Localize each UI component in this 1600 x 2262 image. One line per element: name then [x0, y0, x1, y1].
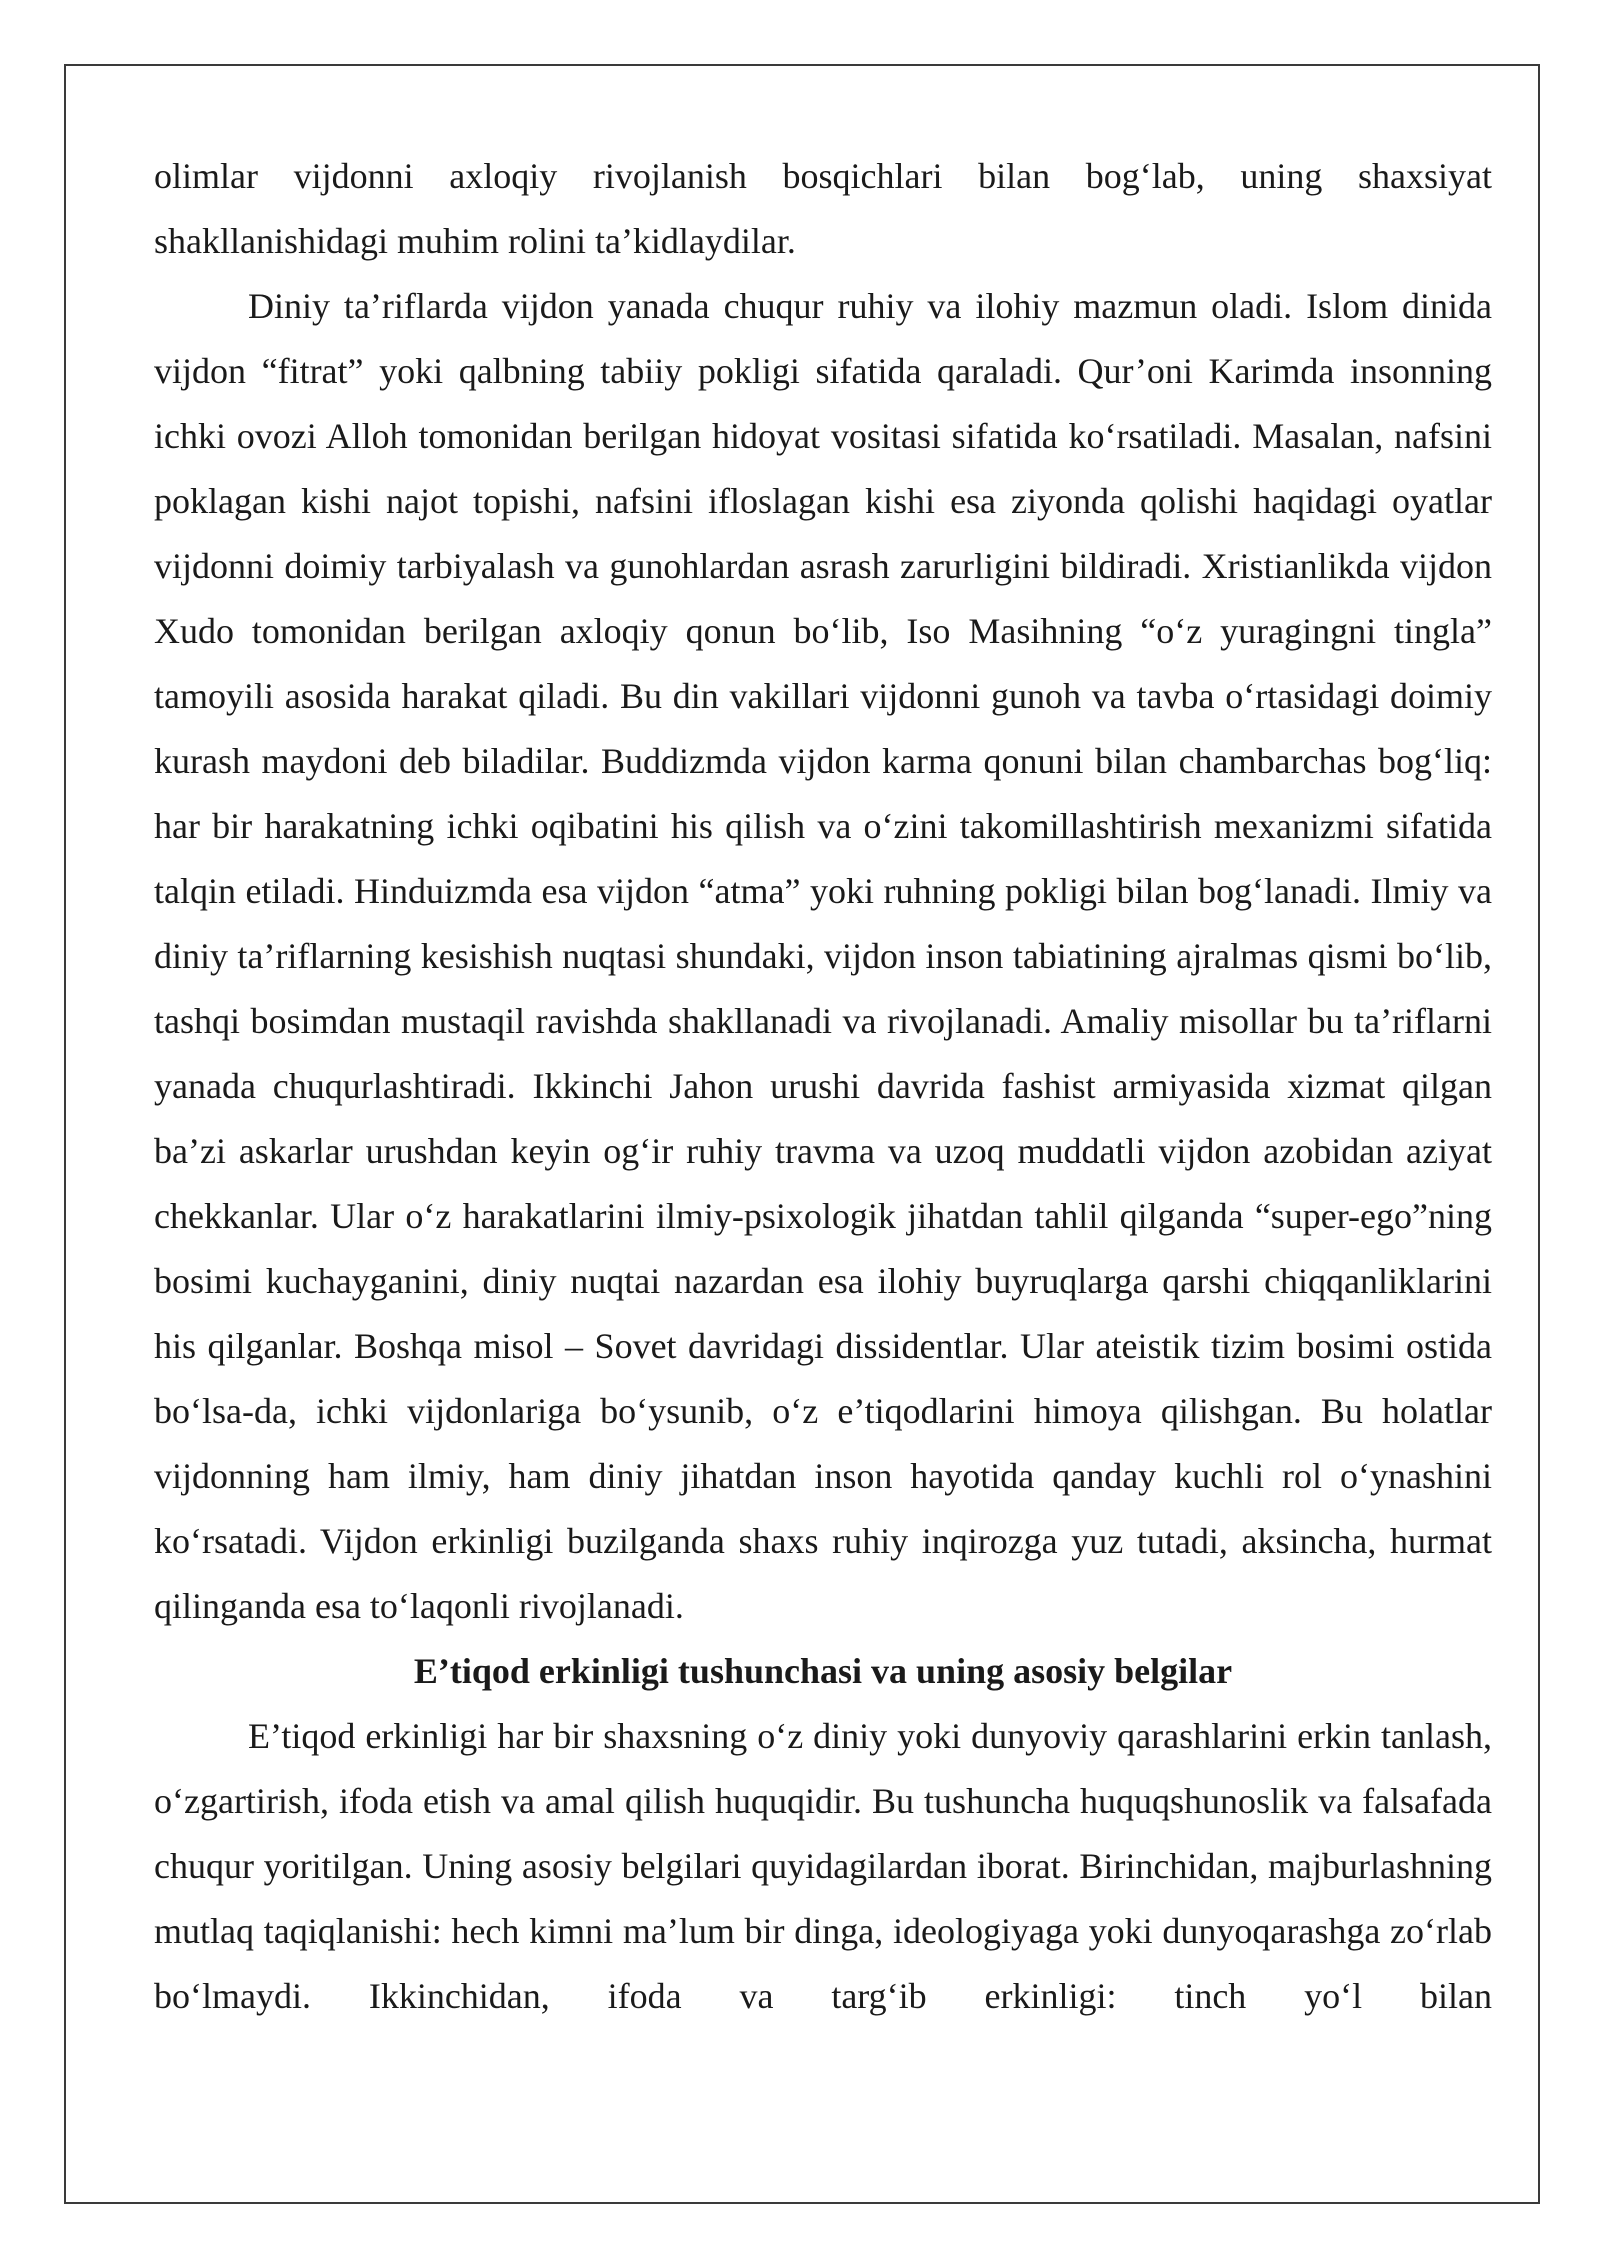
paragraph-religious-definitions: Diniy ta’riflarda vijdon yanada chuqur ruhiy va ilohiy mazmun oladi. Islom dinida vijdon “fitrat” yoki qalbning tabiiy pokligi sifatida qaraladi. Qur’oni Karimda insonning ichki ovozi Alloh tomonidan berilgan hidoyat vositasi sifatida ko‘rsatiladi. Masalan, nafsini poklagan kishi najot topishi, nafsini ifloslagan kishi esa ziyonda qolishi haqidagi oyatlar vijdonni doimiy tarbiyalash va gunohlardan asrash zarurligini bildiradi. Xristianlikda vijdon Xudo tomonidan berilgan axloqiy qonun bo‘lib, Iso Masihning “o‘z yuragingni tingla” tamoyili asosida harakat qiladi. Bu din vakillari vijdonni gunoh va tavba o‘rtasidagi doimiy kurash maydoni deb biladilar. Buddizmda vijdon karma qonuni bilan chambarchas bog‘liq: har bir harakatning ichki oqibatini his qilish va o‘zini takomillashtirish mexanizmi sifatida talqin etiladi. Hinduizmda esa vijdon “atma” yoki ruhning pokligi bilan bog‘lanadi. Ilmiy va diniy ta’riflarning kesishish nuqtasi shundaki, vijdon inson tabiatining ajralmas qismi bo‘lib, tashqi bosimdan mustaqil ravishda shakllanadi va rivojlanadi. Amaliy misollar bu ta’riflarni yanada chuqurlashtiradi. Ikkinchi Jahon urushi davrida fashist armiyasida xizmat qilgan ba’zi askarlar urushdan keyin og‘ir ruhiy travma va uzoq muddatli vijdon azobidan aziyat chekkanlar. Ular o‘z harakatlarini ilmiy-psixologik jihatdan tahlil qilganda “super-ego”ning bosimi kuchayganini, diniy nuqtai nazardan esa ilohiy buyruqlarga qarshi chiqqanliklarini his qilganlar. Boshqa misol – Sovet davridagi dissidentlar. Ular ateistik tizim bosimi ostida bo‘lsa-da, ichki vijdonlariga bo‘ysunib, o‘z e’tiqodlarini himoya qilishgan. Bu holatlar vijdonning ham ilmiy, ham diniy jihatdan inson hayotida qanday kuchli rol o‘ynashini ko‘rsatadi. Vijdon erkinligi buzilganda shaxs ruhiy inqirozga yuz tutadi, aksincha, hurmat qilinganda esa to‘laqonli rivojlanadi. [154, 286, 1492, 1626]
paragraph-freedom-of-belief: E’tiqod erkinligi har bir shaxsning o‘z diniy yoki dunyoviy qarashlarini erkin tanlash, o‘zgartirish, ifoda etish va amal qilish huquqidir. Bu tushuncha huquqshunoslik va falsafada chuqur yoritilgan. Uning asosiy belgilari quyidagilardan iborat. Birinchidan, majburlashning mutlaq taqiqlanishi: hech kimni ma’lum bir dinga, ideologiyaga yoki dunyoqarashga zo‘rlab bo‘lmaydi. Ikkinchidan, ifoda va targ‘ib erkinligi: tinch yo‘l bilan [154, 1716, 1492, 2016]
paragraph-continuation: olimlar vijdonni axloqiy rivojlanish bosqichlari bilan bog‘lab, uning shaxsiyat shakllanishidagi muhim rolini ta’kidlaydilar. [154, 156, 1492, 261]
document-body [154, 144, 1492, 2029]
section-heading: E’tiqod erkinligi tushunchasi va uning asosiy belgilar [413, 1651, 1233, 1691]
